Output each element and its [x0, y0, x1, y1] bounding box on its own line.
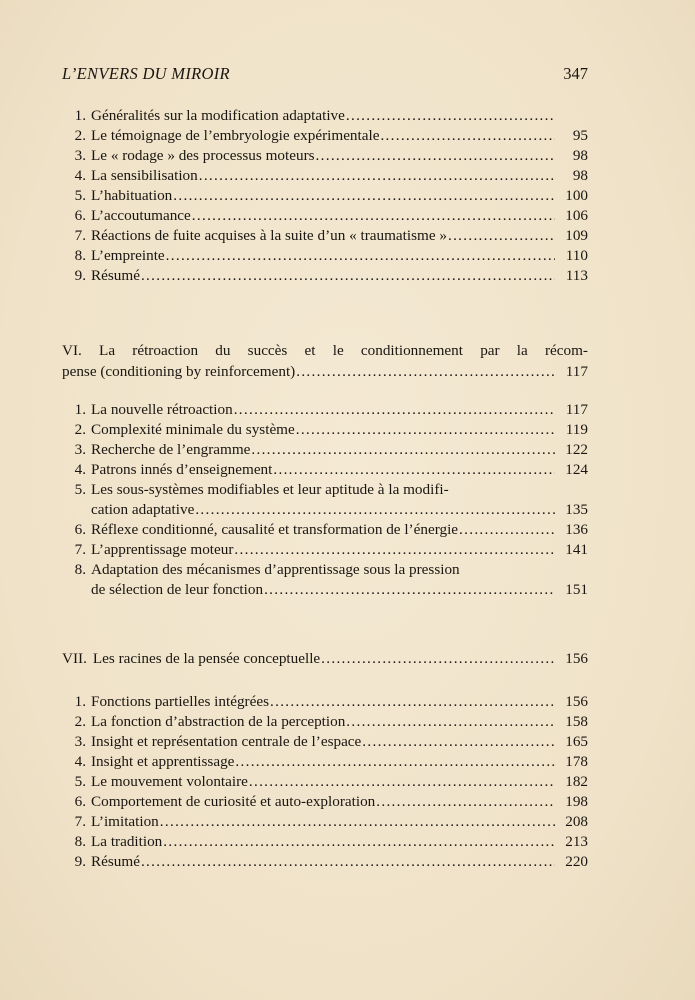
entry-number: 3. — [74, 733, 86, 750]
leader-dots — [235, 752, 555, 772]
leader-dots — [380, 126, 555, 146]
entry-title-continuation: de sélection de leur fonction — [91, 581, 264, 598]
leader-dots — [251, 440, 555, 460]
entry-number: 8. — [74, 561, 86, 578]
leader-dots — [273, 460, 555, 480]
leader-dots — [264, 580, 555, 600]
running-header — [62, 64, 588, 84]
toc-entry — [62, 226, 588, 246]
toc-entry — [62, 852, 588, 872]
toc-entry — [62, 420, 588, 440]
toc-section-vi-list — [62, 400, 588, 600]
toc-entry — [62, 812, 588, 832]
entry-page: 135 — [565, 501, 588, 518]
toc-entry — [62, 206, 588, 226]
entry-number: 2. — [74, 127, 86, 144]
section-vii-title: Les racines de la pensée conceptuelle — [92, 650, 321, 667]
entry-title: La fonction d’abstraction de la perception — [91, 713, 346, 730]
section-vi-title-line2: pense (conditioning by reinforcement) — [62, 363, 296, 380]
entry-number: 6. — [74, 793, 86, 810]
entry-title: L’habituation — [91, 187, 173, 204]
toc-entry — [62, 246, 588, 266]
leader-dots — [448, 226, 555, 246]
page-number: 347 — [563, 64, 588, 83]
entry-number: 8. — [74, 833, 86, 850]
toc-entry — [62, 692, 588, 712]
entry-number: 2. — [74, 421, 86, 438]
entry-page: 141 — [565, 541, 588, 558]
toc-entry — [62, 186, 588, 206]
entry-number: 9. — [74, 853, 86, 870]
leader-dots — [141, 266, 555, 286]
entry-page: 119 — [565, 421, 588, 438]
entry-number: 2. — [74, 713, 86, 730]
toc-section-vii-heading — [62, 648, 588, 669]
toc-entry — [62, 520, 588, 540]
leader-dots — [316, 146, 555, 166]
entry-page: 106 — [565, 207, 588, 224]
entry-title: Adaptation des mécanismes d’apprentissage sous la pression — [91, 561, 460, 578]
entry-page: 122 — [565, 441, 588, 458]
leader-dots — [195, 500, 555, 520]
entry-number: 3. — [74, 441, 86, 458]
toc-entry — [62, 752, 588, 772]
leader-dots — [459, 520, 555, 540]
entry-number: 4. — [74, 461, 86, 478]
running-title: L’ENVERS DU MIROIR — [62, 64, 230, 83]
toc-entry — [62, 772, 588, 792]
entry-title: Recherche de l’engramme — [91, 441, 251, 458]
entry-page: 208 — [565, 813, 588, 830]
entry-title: L’accoutumance — [91, 207, 191, 224]
toc-section-vi-heading — [62, 340, 588, 382]
toc-entry — [62, 126, 588, 146]
leader-dots — [249, 772, 555, 792]
entry-title: Résumé — [91, 853, 140, 870]
leader-dots — [346, 712, 555, 732]
toc-entry — [62, 400, 588, 420]
entry-title: Les sous-systèmes modifiables et leur aptitude à la modifi- — [91, 481, 449, 498]
entry-title: La tradition — [91, 833, 163, 850]
entry-number: 5. — [74, 481, 86, 498]
toc-entry — [62, 106, 588, 126]
leader-dots — [362, 732, 555, 752]
section-vii-number: VII. — [62, 650, 87, 667]
entry-number: 5. — [74, 187, 86, 204]
section-vi-title-line1: La rétroaction du succès et le conditionnement par la récom- — [99, 342, 588, 359]
leader-dots — [234, 540, 555, 560]
toc-entry — [62, 792, 588, 812]
toc-entry — [62, 440, 588, 460]
entry-title: L’imitation — [91, 813, 159, 830]
toc-entry — [62, 832, 588, 852]
entry-title: Le témoignage de l’embryologie expérimentale — [91, 127, 380, 144]
entry-number: 7. — [74, 227, 86, 244]
toc-entry — [62, 460, 588, 480]
entry-title: L’empreinte — [91, 247, 165, 264]
entry-page: 110 — [565, 247, 588, 264]
entry-title: Réflexe conditionné, causalité et transformation de l’énergie — [91, 521, 459, 538]
toc-entry — [62, 540, 588, 560]
entry-number: 7. — [74, 541, 86, 558]
entry-number: 1. — [74, 107, 86, 124]
leader-dots — [163, 832, 555, 852]
entry-page: 213 — [565, 833, 588, 850]
entry-number: 6. — [74, 521, 86, 538]
toc-section-v-list — [62, 106, 588, 286]
entry-page: 156 — [565, 693, 588, 710]
entry-title: Fonctions partielles intégrées — [91, 693, 269, 710]
entry-page: 136 — [565, 521, 588, 538]
toc-section-vii-list — [62, 692, 588, 872]
entry-title: Insight et représentation centrale de l’espace — [91, 733, 362, 750]
entry-page: 109 — [565, 227, 588, 244]
entry-page: 182 — [565, 773, 588, 790]
entry-page: 151 — [565, 581, 588, 598]
leader-dots — [270, 692, 555, 712]
entry-page: 100 — [565, 187, 588, 204]
entry-page: 98 — [572, 167, 588, 184]
entry-page: 98 — [572, 147, 588, 164]
entry-page: 220 — [565, 853, 588, 870]
entry-title: Complexité minimale du système — [91, 421, 295, 438]
leader-dots — [346, 106, 555, 126]
leader-dots — [296, 361, 555, 382]
entry-number: 8. — [74, 247, 86, 264]
toc-entry — [62, 732, 588, 752]
entry-title: Le « rodage » des processus moteurs — [91, 147, 315, 164]
entry-title: Comportement de curiosité et auto-exploration — [91, 793, 376, 810]
leader-dots — [173, 186, 555, 206]
entry-title: La nouvelle rétroaction — [91, 401, 233, 418]
entry-page: 117 — [565, 401, 588, 418]
leader-dots — [321, 648, 555, 669]
entry-title: L’apprentissage moteur — [91, 541, 234, 558]
leader-dots — [199, 166, 555, 186]
entry-page: 178 — [565, 753, 588, 770]
entry-number: 1. — [74, 693, 86, 710]
entry-title: Généralités sur la modification adaptative — [91, 107, 345, 124]
toc-entry-continuation — [62, 580, 588, 600]
entry-page: 95 — [572, 127, 588, 144]
entry-number: 9. — [74, 267, 86, 284]
entry-title-continuation: cation adaptative — [91, 501, 195, 518]
entry-number: 5. — [74, 773, 86, 790]
entry-page: 158 — [565, 713, 588, 730]
toc-entry-continuation — [62, 500, 588, 520]
toc-entry — [62, 712, 588, 732]
entry-page: 113 — [565, 267, 588, 284]
entry-number: 4. — [74, 753, 86, 770]
toc-entry — [62, 146, 588, 166]
entry-number: 4. — [74, 167, 86, 184]
entry-page: 165 — [565, 733, 588, 750]
entry-page: 124 — [565, 461, 588, 478]
leader-dots — [234, 400, 555, 420]
toc-entry — [62, 560, 588, 580]
entry-title: La sensibilisation — [91, 167, 198, 184]
leader-dots — [141, 852, 555, 872]
toc-entry — [62, 266, 588, 286]
section-vi-number: VI. — [62, 342, 82, 359]
entry-number: 3. — [74, 147, 86, 164]
toc-entry — [62, 480, 588, 500]
leader-dots — [376, 792, 555, 812]
leader-dots — [166, 246, 555, 266]
entry-title: Réactions de fuite acquises à la suite d’un « traumatisme » — [91, 227, 447, 244]
entry-title: Résumé — [91, 267, 140, 284]
entry-number: 7. — [74, 813, 86, 830]
toc-entry — [62, 166, 588, 186]
section-vi-page: 117 — [565, 363, 588, 380]
entry-page: 198 — [565, 793, 588, 810]
leader-dots — [192, 206, 555, 226]
section-vii-page: 156 — [565, 650, 588, 667]
entry-title: Patrons innés d’enseignement — [91, 461, 273, 478]
leader-dots — [160, 812, 555, 832]
entry-number: 1. — [74, 401, 86, 418]
entry-title: Le mouvement volontaire — [91, 773, 248, 790]
leader-dots — [296, 420, 555, 440]
entry-number: 6. — [74, 207, 86, 224]
entry-title: Insight et apprentissage — [91, 753, 235, 770]
